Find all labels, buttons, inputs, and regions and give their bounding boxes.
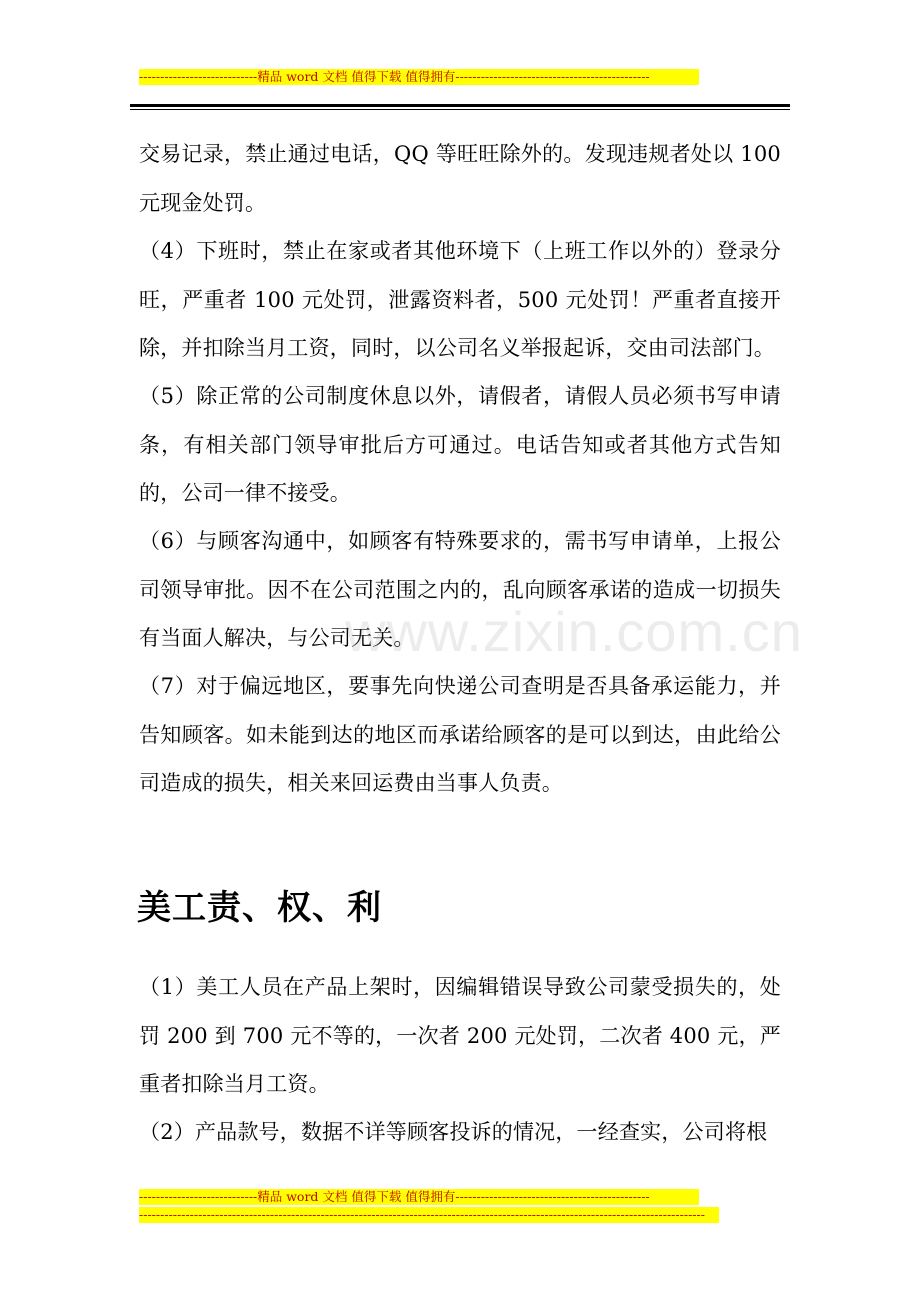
section-heading: 美工责、权、利 (137, 888, 382, 928)
header-banner: ----------------------------精品 word 文档 值得下载 值得拥有---------------------------------------------- (139, 69, 699, 85)
paragraph-art-item-2: （2）产品款号，数据不详等顾客投诉的情况，一经查实，公司将根 (139, 1120, 768, 1144)
paragraph-item-6: （6）与顾客沟通中，如顾客有特殊要求的，需书写申请单，上报公司领导审批。因不在公司范围之内的，乱向顾客承诺的造成一切损失有当面人解决，与公司无关。 (139, 529, 781, 650)
watermark-text: www.zixin.com.cn (345, 600, 803, 663)
header-rule-thick (130, 104, 790, 107)
paragraph-continued: 交易记录，禁止通过电话，QQ 等旺旺除外的。发现违规者处以 100 元现金处罚。 (139, 142, 781, 215)
paragraph-art-item-1: （1）美工人员在产品上架时，因编辑错误导致公司蒙受损失的，处罚 200 到 700 元不等的，一次者 200 元处罚，二次者 400 元，严重者扣除当月工资。 (139, 975, 781, 1096)
footer-banner-dashes: -------------------------------------------------------------------------------------------------------------------------------------- (139, 1207, 719, 1223)
footer-banner: ----------------------------精品 word 文档 值得下载 值得拥有---------------------------------------------- (139, 1189, 699, 1205)
header-rule-thin (130, 109, 790, 110)
paragraph-item-4: （4）下班时，禁止在家或者其他环境下（上班工作以外的）登录分旺，严重者 100 元处罚，泄露资料者，500 元处罚！严重者直接开除，并扣除当月工资，同时，以公司名义举报起诉，交由司法部门。 (139, 239, 781, 360)
paragraph-item-7: （7）对于偏远地区，要事先向快递公司查明是否具备承运能力，并告知顾客。如未能到达的地区而承诺给顾客的是可以到达，由此给公司造成的损失，相关来回运费由当事人负责。 (139, 674, 781, 795)
paragraph-item-5: （5）除正常的公司制度休息以外，请假者，请假人员必须书写申请条，有相关部门领导审批后方可通过。电话告知或者其他方式告知的，公司一律不接受。 (139, 384, 781, 505)
